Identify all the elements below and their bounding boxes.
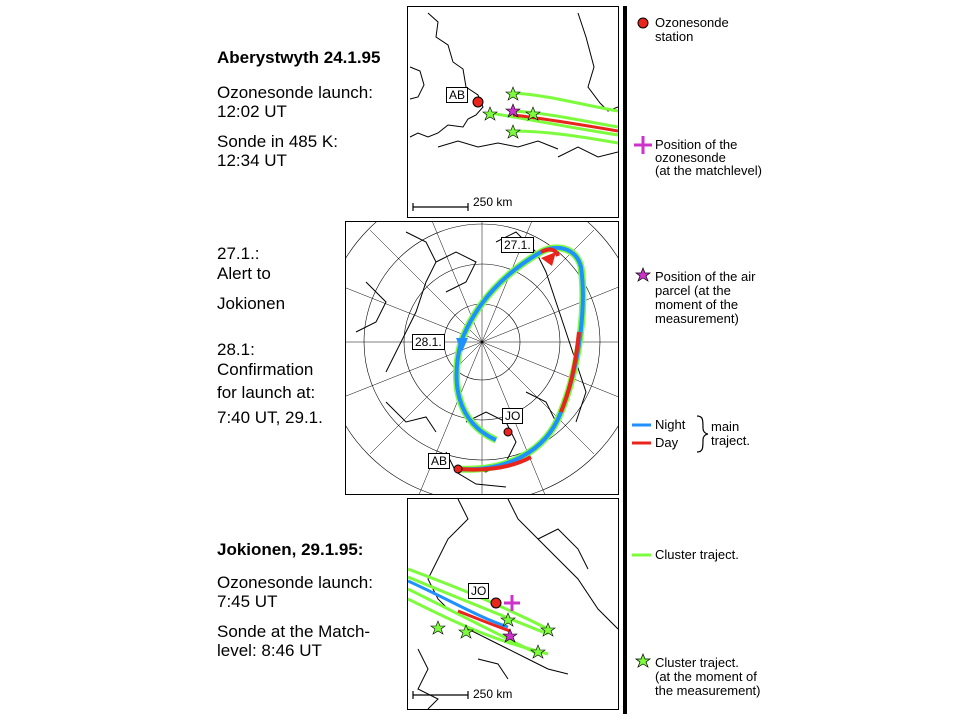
legend-cluster-star-line-1: Cluster traject. bbox=[655, 655, 739, 670]
cluster-star-3 bbox=[431, 621, 445, 634]
cluster-trajectory-1 bbox=[513, 93, 618, 111]
main-loop-night bbox=[457, 248, 583, 469]
aberystwyth-sonde-label: Sonde in 485 K: bbox=[217, 132, 338, 151]
scale-label: 250 km bbox=[473, 195, 513, 209]
legend-station-symbol bbox=[638, 18, 648, 28]
legend-station-line-1: Ozonesonde bbox=[655, 15, 729, 30]
legend-day-label: Day bbox=[655, 435, 679, 450]
cluster-star-4 bbox=[506, 125, 520, 138]
jokionen-station-marker bbox=[504, 428, 512, 436]
confirm-line-2: for launch at: bbox=[217, 383, 316, 402]
legend-sonde-line-3: (at the matchlevel) bbox=[655, 163, 762, 178]
jokionen-title: Jokionen, 29.1.95: bbox=[217, 540, 364, 559]
jokionen-launch-time: 7:45 UT bbox=[217, 592, 278, 611]
cluster-star-2 bbox=[483, 107, 497, 120]
aberystwyth-station-marker-middle bbox=[454, 465, 462, 473]
legend-cluster-star-line-3: the measurement) bbox=[655, 683, 761, 698]
jokionen-station-marker bbox=[491, 598, 501, 608]
jokionen-sonde-time: level: 8:46 UT bbox=[217, 641, 322, 660]
scale-label: 250 km bbox=[473, 687, 513, 701]
alert-line-2: Jokionen bbox=[217, 294, 286, 313]
alert-line-1: Alert to bbox=[217, 264, 271, 283]
confirm-date: 28.1: bbox=[217, 340, 255, 359]
polar-map-panel bbox=[345, 221, 619, 495]
confirm-line-1: Confirmation bbox=[217, 360, 314, 379]
jokionen-sonde-label: Sonde at the Match- bbox=[217, 622, 371, 641]
legend-air-line-2: parcel (at the bbox=[655, 283, 731, 298]
cluster-loop-1 bbox=[457, 248, 583, 469]
scale-bar bbox=[413, 203, 468, 211]
aberystwyth-launch-label: Ozonesonde launch: bbox=[217, 83, 373, 102]
scale-bar bbox=[413, 691, 468, 699]
tag-jo: JO bbox=[502, 408, 523, 424]
aberystwyth-map-panel bbox=[407, 6, 619, 218]
legend-cluster-star-line-2: (at the moment of bbox=[655, 669, 757, 684]
cluster-star-4 bbox=[531, 645, 545, 658]
cluster-star-1 bbox=[506, 87, 520, 100]
aberystwyth-station-marker bbox=[473, 97, 483, 107]
legend-main-label-1: main bbox=[711, 419, 740, 434]
aberystwyth-sonde-time: 12:34 UT bbox=[217, 151, 287, 170]
legend-air-line-3: moment of the bbox=[655, 297, 739, 312]
legend-divider bbox=[623, 6, 627, 714]
alert-date: 27.1.: bbox=[217, 244, 260, 263]
jokionen-map bbox=[408, 499, 618, 709]
jokionen-map-panel bbox=[407, 498, 619, 710]
confirm-line-3: 7:40 UT, 29.1. bbox=[217, 408, 323, 427]
legend-cluster-star bbox=[636, 654, 650, 667]
aberystwyth-map bbox=[408, 7, 618, 217]
legend-air-line-4: measurement) bbox=[655, 311, 739, 326]
jo-station-tag: JO bbox=[468, 583, 489, 599]
aberystwyth-launch-time: 12:02 UT bbox=[217, 102, 287, 121]
legend-brace bbox=[697, 416, 708, 452]
legend-station-line-2: station bbox=[655, 29, 694, 44]
tag-ab: AB bbox=[428, 453, 450, 469]
coastline-ireland bbox=[410, 67, 424, 99]
jokionen-launch-label: Ozonesonde launch: bbox=[217, 573, 373, 592]
coastline-continent bbox=[578, 13, 618, 111]
aberystwyth-title: Aberystwyth 24.1.95 bbox=[217, 48, 381, 67]
legend-sonde-line-1: Position of the bbox=[655, 137, 738, 152]
legend-air-parcel-star bbox=[636, 268, 650, 281]
legend-air-line-1: Position of the air bbox=[655, 269, 756, 284]
legend-night-label: Night bbox=[655, 417, 686, 432]
legend-cluster-label: Cluster traject. bbox=[655, 547, 739, 562]
polar-map bbox=[346, 222, 618, 494]
coastline-continent-2 bbox=[558, 147, 618, 157]
legend-sonde-symbol bbox=[634, 136, 652, 154]
coastlines bbox=[356, 232, 586, 487]
tag-28-1: 28.1. bbox=[412, 334, 445, 350]
tag-27-1: 27.1. bbox=[501, 237, 534, 253]
ab-station-tag: AB bbox=[446, 87, 468, 103]
legend-sonde-line-2: ozonesonde bbox=[655, 150, 726, 165]
coastline-channel bbox=[438, 141, 558, 149]
legend-main-label-2: traject. bbox=[711, 433, 751, 448]
